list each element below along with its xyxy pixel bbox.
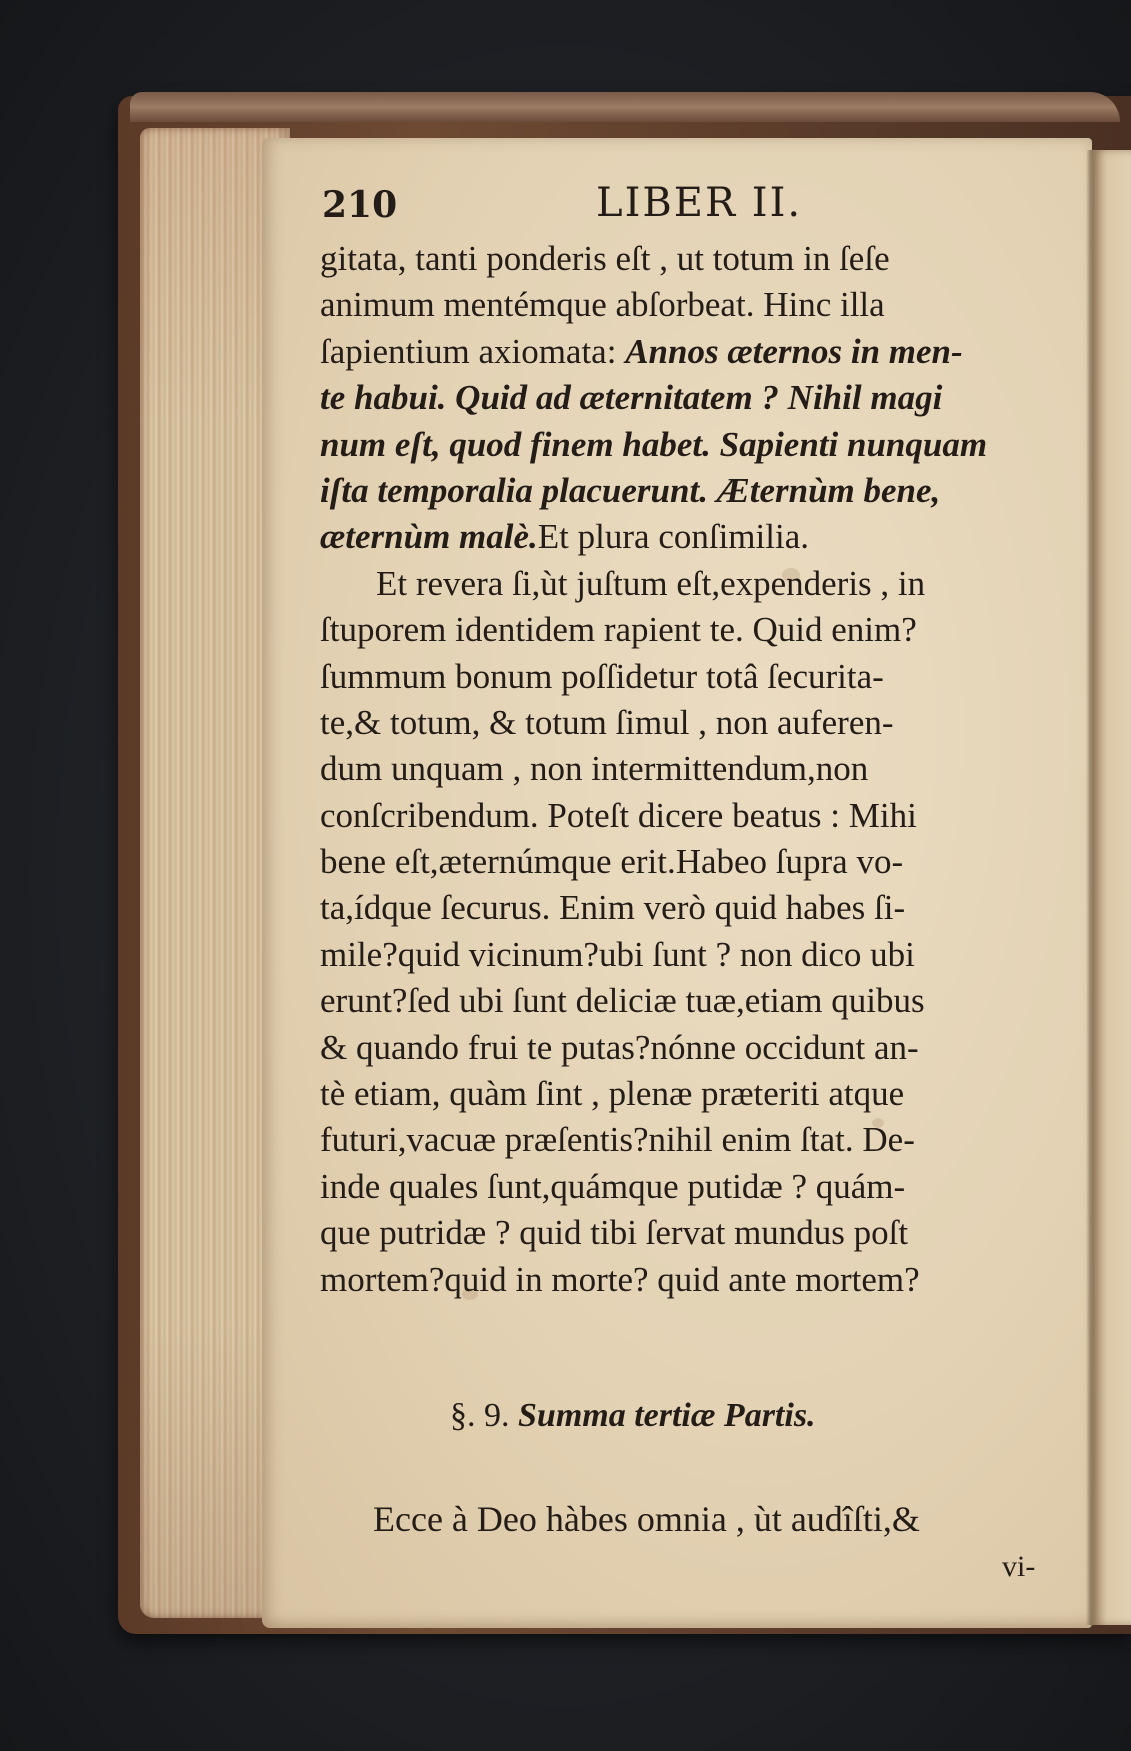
text-line-7-italic: æternùm malè. — [320, 517, 538, 557]
text-line-7 — [320, 514, 1080, 560]
text-line-18: & quando frui te putas?nónne occidunt an- — [320, 1027, 919, 1067]
body-text — [320, 236, 1080, 1303]
section-title: Summa tertiæ Partis. — [518, 1397, 816, 1434]
text-line-4: te habui. Quid ad æternitatem ? Nihil magi — [320, 378, 943, 418]
text-line-7-roman: Et plura conſimilia. — [537, 517, 809, 557]
text-line-16: mile?quid vicinum?ubi ſunt ? non dico ubi — [320, 934, 915, 974]
text-line-3-roman: ſapientium axiomata: — [320, 331, 626, 371]
text-line-22: que putridæ ? quid tibi ſervat mundus poſt — [320, 1213, 909, 1253]
text-line-15: ta,ídque ſecurus. Enim verò quid habes ſi- — [320, 888, 906, 928]
binding-top-edge — [130, 92, 1120, 122]
text-line-20: futuri,vacuæ præſentis?nihil enim ſtat. De- — [320, 1120, 915, 1160]
section-heading — [450, 1397, 816, 1435]
text-line-6: iſta temporalia placuerunt. Æternùm bene, — [320, 470, 941, 510]
running-title: LIBER II. — [596, 180, 803, 226]
text-line-9: ſtuporem identidem rapient te. Quid enim? — [320, 610, 917, 650]
section-number: §. 9. — [450, 1397, 510, 1434]
text-line-3-italic: Annos æternos in men- — [625, 331, 963, 371]
page-number: 210 — [322, 184, 398, 226]
text-line-12: dum unquam , non intermittendum,non — [320, 749, 869, 789]
text-line-3 — [320, 329, 1080, 375]
closing-line: Ecce à Deo hàbes omnia , ùt audîſti,& — [373, 1499, 920, 1539]
text-line-10: ſummum bonum poſſidetur totâ ſecurita- — [320, 656, 884, 696]
text-line-21: inde quales ſunt,quámque putidæ ? quám- — [320, 1166, 906, 1206]
text-line-5: num eſt, quod finem habet. Sapienti nunquam — [320, 424, 988, 464]
text-line-8: Et revera ſi,ùt juſtum eſt,expenderis , in — [376, 563, 926, 603]
text-line-11: te,& totum, & totum ſimul , non auferen- — [320, 702, 894, 742]
facing-page-edge — [1092, 150, 1131, 1625]
text-line-19: tè etiam, quàm ſint , plenæ præteriti atque — [320, 1074, 905, 1114]
text-line-14: bene eſt,æternúmque erit.Habeo ſupra vo- — [320, 842, 904, 882]
text-line-1: gitata, tanti ponderis eſt , ut totum in ſeſe — [320, 239, 890, 278]
text-line-23: mortem?quid in morte? quid ante mortem? — [320, 1259, 920, 1299]
text-line-2: animum mentémque abſorbeat. Hinc illa — [320, 285, 885, 325]
catchword: vi- — [1002, 1550, 1036, 1583]
text-line-17: erunt?ſed ubi ſunt deliciæ tuæ,etiam quibus — [320, 981, 925, 1021]
text-line-13: conſcribendum. Poteſt dicere beatus : Mihi — [320, 795, 917, 835]
